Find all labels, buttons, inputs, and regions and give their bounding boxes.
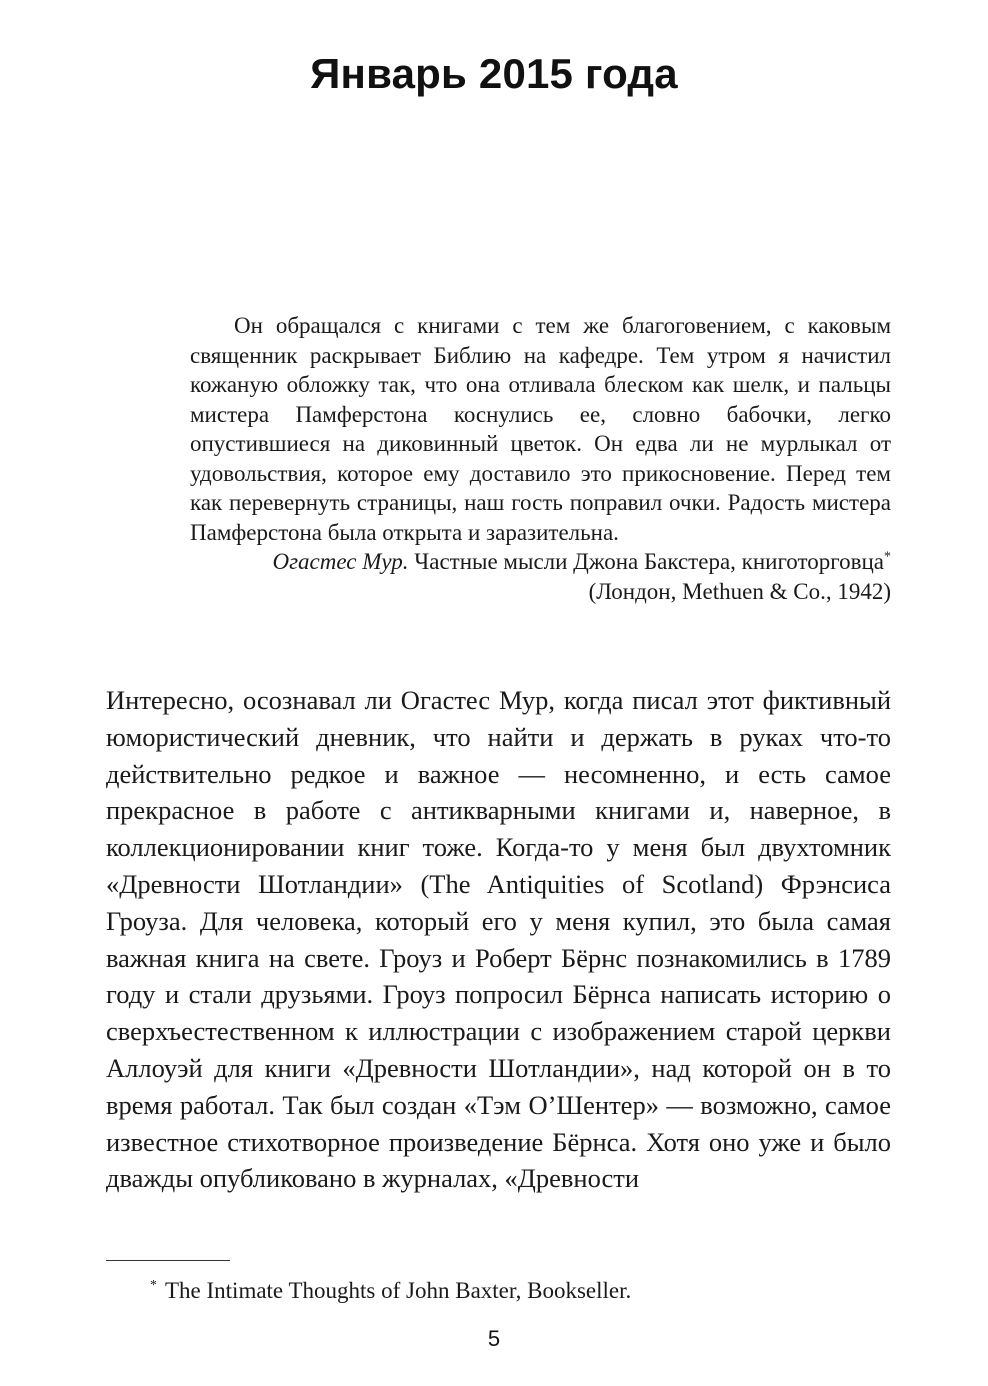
body-paragraph: Интересно, осознавал ли Огастес Мур, когда писал этот фиктивный юмористический дневник, что найти и держать в руках что-то действительно редкое и важное — несомненно, и есть самое прекрасное в работе с антикварными книгами и, наверное, в коллекционировании книг тоже. Когда-то у меня был двухтомник «Древности Шотландии» (The Antiquities of Scotland) Фрэнсиса Гроуза. Для человека, который его у меня купил, это была самая важная книга на свете. Гроуз и Роберт Бёрнс познакомились в 1789 году и стали друзьями. Гроуз попросил Бёрнса написать историю о сверхъестественном к иллюстрации с изображением старой церкви Аллоуэй для книги «Древности Шотландии», над которой он в то время работал. Так был создан «Тэм О’Шентер» — возможно, самое известное стихотворное произведение Бёрнса. Хотя оно уже и было дважды опубликовано в журналах, «Древности bbox=[106, 685, 891, 1194]
epigraph bbox=[190, 311, 891, 606]
epigraph-quote: Он обращался с книгами с тем же благоговением, с каковым священник раскрывает Библию на кафедре. Тем утром я начистил кожаную обложку так, что она отливала блеском как шелк, и пальцы мистера Памферстона коснулись ее, словно бабочки, легко опустившиеся на диковинный цветок. Он едва ли не мурлыкал от удовольствия, которое ему доставило это прикосновение. Перед тем как перевернуть страницы, наш гость поправил очки. Радость мистера Памферстона была открыта и заразительна. bbox=[190, 313, 891, 545]
footnote bbox=[150, 1276, 890, 1306]
epigraph-work-title: Частные мысли Джона Бакстера, книготорговца bbox=[414, 549, 884, 574]
footnote-reference-marker[interactable]: * bbox=[884, 549, 891, 565]
footnote-text: The Intimate Thoughts of John Baxter, Bookseller. bbox=[165, 1278, 632, 1303]
epigraph-citation bbox=[190, 547, 891, 606]
page-title: Январь 2015 года bbox=[310, 50, 678, 97]
epigraph-author: Огастес Мур. bbox=[272, 549, 409, 574]
epigraph-publication: (Лондон, Methuen & Co., 1942) bbox=[588, 578, 891, 604]
footnote-marker: * bbox=[150, 1278, 157, 1294]
page-number: 5 bbox=[487, 1326, 501, 1351]
footnote-divider bbox=[106, 1260, 230, 1261]
